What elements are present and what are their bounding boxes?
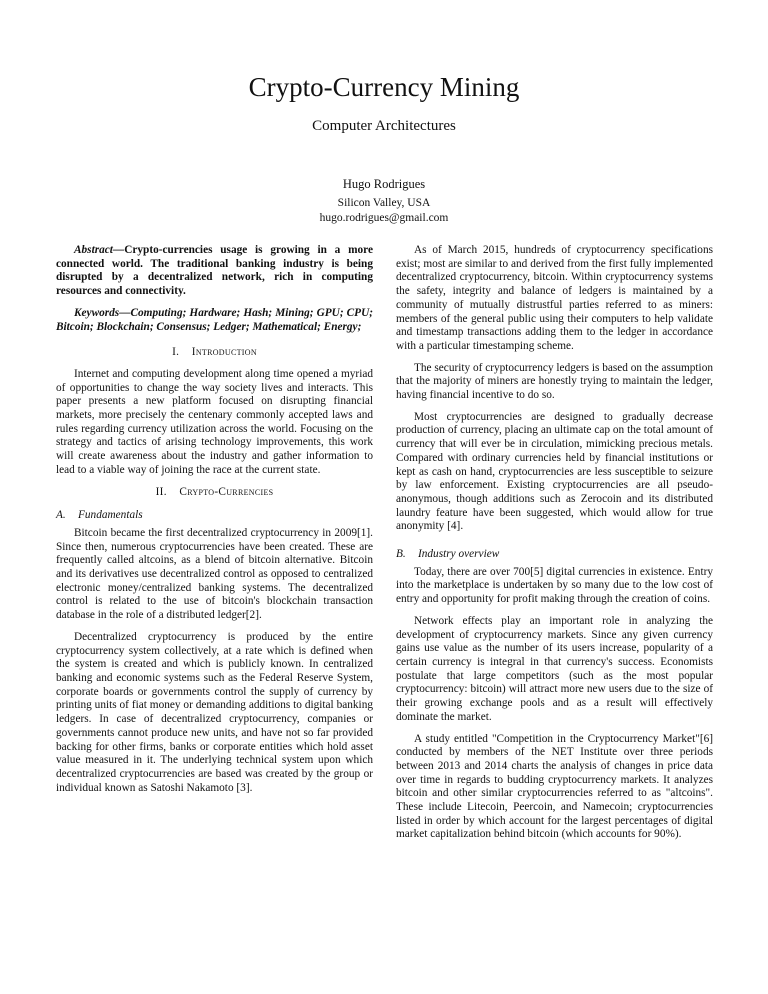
subsection-title: Industry overview [418, 548, 500, 561]
fundamentals-paragraph: Bitcoin became the first decentralized cryptocurrency in 2009[1]. Since then, numerous cryptocurrencies have been created. These are frequently called altcoins, as a blend of bitcoin alternative. Bitcoin and its derivatives use decentralized control as opposed to centralized electronic money/centralized banking systems. The decentralized control is related to the use of bitcoin's blockchain transaction database in the role of a distributed ledger[2]. [56, 526, 373, 622]
subsection-letter: A. [56, 509, 66, 522]
keywords-label: Keywords— [74, 306, 131, 319]
abstract [56, 244, 373, 299]
section-title: Introduction [191, 346, 257, 359]
industry-paragraph: Network effects play an important role in analyzing the development of cryptocurrency markets. Since any given currency gains use value as the number of its users increase, popularity of a certain currency is integral in that currency's success. Economists postulate that large competitors (such as the most popular cryptocurrency: bitcoin) will attract more new users due to the size of their growing exchange pools and as a result will effectively dominate the market. [396, 614, 713, 723]
section-heading-introduction [56, 346, 373, 360]
subsection-title: Fundamentals [78, 509, 143, 522]
industry-paragraph: A study entitled "Competition in the Cryptocurrency Market"[6] conducted by members of the NET Institute over three periods between 2013 and 2014 charts the analysis of changes in price data over time in regards to budding cryptocurrency markets. It analyzes bitcoin and other similar cryptocurrencies referred to as "altcoins". These include Litecoin, Peercoin, and Namecoin; cryptocurrencies listed in order by which account for the largest percentages of digital market capitalization behind bitcoin (which accounts for 90%). [396, 732, 713, 841]
fundamentals-paragraph: Decentralized cryptocurrency is produced by the entire cryptocurrency system collectively, at a rate which is defined when the system is created and which is publicly known. In centralized banking and economic systems such as the Federal Reserve System, corporate boards or governments control the supply of currency by printing units of fiat money or demanding additions to digital banking ledgers. In case of decentralized cryptocurrency, companies or governments cannot produce new units, and have not so far provided backing for other firms, banks or corporate entities which hold asset value measured in it. The underlying technical system upon which decentralized cryptocurrencies are based was created by the group or individual known as Satoshi Nakamoto [3]. [56, 630, 373, 794]
keywords [56, 307, 373, 334]
paper-title: Crypto-Currency Mining [248, 72, 520, 102]
paper-subtitle: Computer Architectures [312, 118, 456, 134]
section-number: II. [155, 485, 167, 498]
keywords-text: Computing; Hardware; Hash; Mining; GPU; CPU; Bitcoin; Blockchain; Consensus; Ledger; Mathematical; Energy; [56, 306, 373, 333]
section-title: Crypto-Currencies [179, 485, 274, 498]
author-name: Hugo Rodrigues [342, 177, 426, 191]
section-heading-crypto-currencies [56, 486, 373, 500]
subsection-letter: B. [396, 548, 406, 561]
industry-paragraph: Today, there are over 700[5] digital currencies in existence. Entry into the marketplace is undertaken by so many due to the low cost of entry and opportunity for profit making through the creation of coins. [396, 565, 713, 606]
fundamentals-paragraph: Most cryptocurrencies are designed to gradually decrease production of currency, placing an ultimate cap on the total amount of currency that will ever be in circulation, mimicking precious metals. Compared with ordinary currencies held by financial institutions or kept as cash on hand, cryptocurrencies are less susceptible to seizure by law enforcement. Existing cryptocurrencies are all pseudo-anonymous, though additions such as Zerocoin and its distributed laundry feature have been suggested, which would allow for true anonymity [4]. [396, 410, 713, 533]
left-column [56, 244, 373, 803]
intro-paragraph: Internet and computing development along time opened a myriad of opportunities to change the way society lives and interacts. This paper presents a new platform focused on disrupting financial markets, more precisely the centenary commonly accepted laws and rules regarding currency utilization across the world. Focusing on the strategy and tactics of arising technology improvements, this work will create awareness about the industry and gather information to lead to a viable way of joining the race at the current state. [56, 367, 373, 476]
author-affiliation: Silicon Valley, USA [337, 197, 431, 209]
fundamentals-paragraph: As of March 2015, hundreds of cryptocurrency specifications exist; most are similar to and derived from the first fully implemented decentralized cryptocurrency, bitcoin. Within cryptocurrency systems the safety, integrity and balance of ledgers is maintained by a community of mutually distrustful parties referred to as miners: members of the general public using their computers to help validate and timestamp transactions adding them to the ledger in accordance with a particular timestamping scheme. [396, 244, 713, 352]
author-email: hugo.rodrigues@gmail.com [319, 212, 449, 224]
fundamentals-paragraph: The security of cryptocurrency ledgers is based on the assumption that the majority of miners are honestly trying to maintain the ledger, having financial incentive to do so. [396, 361, 713, 402]
section-number: I. [172, 346, 180, 359]
subsection-heading-fundamentals [56, 509, 373, 523]
subsection-heading-industry-overview [396, 548, 713, 562]
right-column [396, 244, 713, 850]
abstract-label: Abstract— [74, 244, 125, 256]
abstract-text: Crypto-currencies usage is growing in a more connected world. The traditional banking industry is being disrupted by a decentralized network, rich in computing resources and connectivity. [56, 244, 373, 298]
